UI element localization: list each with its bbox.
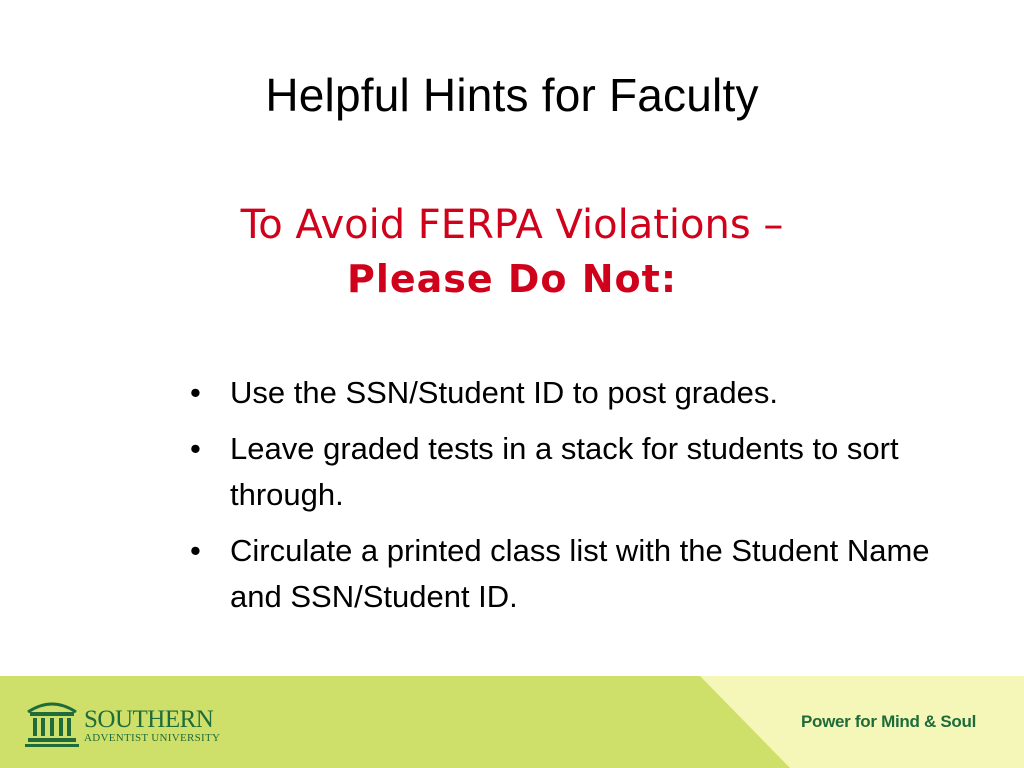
bullet-text: Use the SSN/Student ID to post grades. [230,375,778,410]
slide-subtitle [0,198,1024,306]
bullet-item [190,370,980,416]
bullet-item [190,426,980,518]
bullet-text: Leave graded tests in a stack for students to sort through. [230,431,899,512]
subtitle-line-2: Please Do Not: [346,257,678,301]
university-logo [24,690,234,756]
tagline: Power for Mind & Soul [800,712,976,731]
logo-subtext: ADVENTIST UNIVERSITY [84,732,221,744]
logo-wordmark: SOUTHERN [84,706,214,733]
subtitle-line-1: To Avoid FERPA Violations – [240,202,784,248]
bullet-item [190,528,980,620]
bullet-text: Circulate a printed class list with the Student Name and SSN/Student ID. [230,533,930,614]
bullet-marker: • [190,431,201,466]
footer-bar [0,676,1024,768]
building-columns-icon [24,694,80,748]
bullet-marker: • [190,533,201,568]
bullet-marker: • [190,375,201,410]
bullet-list [190,370,980,630]
slide-title: Helpful Hints for Faculty [265,69,759,121]
